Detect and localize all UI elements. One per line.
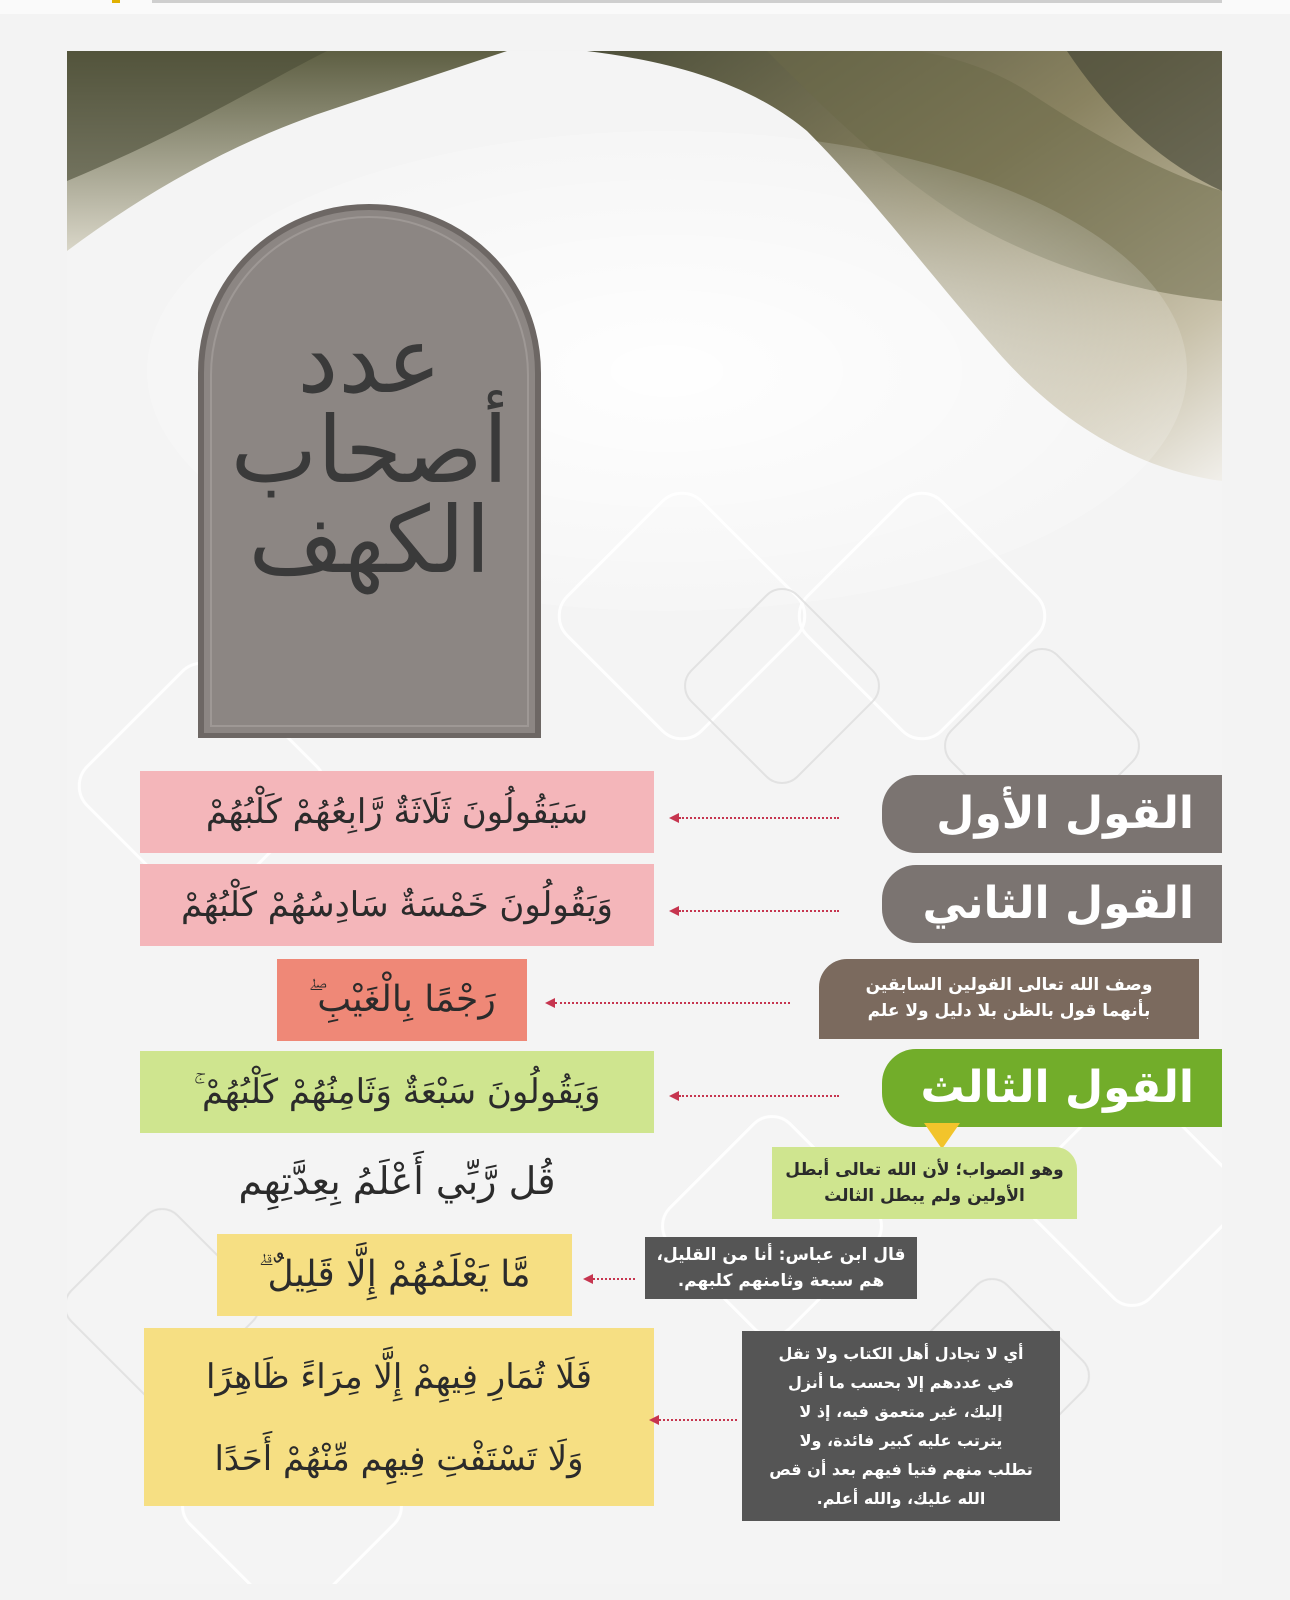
note-explanation xyxy=(742,1331,1060,1521)
verse-only-few-know: مَّا يَعْلَمُهُمْ إِلَّا قَلِيلٌ ۗ xyxy=(217,1234,572,1316)
verse-line-2: وَلَا تَسْتَفْتِ فِيهِم مِّنْهُمْ أَحَدًا xyxy=(214,1439,584,1479)
tombstone-title xyxy=(197,307,542,594)
note-line-1: قال ابن عباس: أنا من القليل، xyxy=(656,1245,906,1265)
top-bar-accent xyxy=(112,0,120,3)
arrow-first-saying xyxy=(669,813,839,823)
title-line-2: أصحاب xyxy=(230,397,509,504)
note-line-1: أي لا تجادل أهل الكتاب ولا تقل xyxy=(778,1344,1024,1363)
label-first-saying: القول الأول xyxy=(882,775,1222,853)
note-line-2: الأولين ولم يبطل الثالث xyxy=(824,1186,1025,1206)
note-previous-sayings xyxy=(819,959,1199,1039)
top-bar-divider xyxy=(152,0,1222,3)
title-line-1: عدد xyxy=(297,307,442,414)
note-line-2: في عددهم إلا بحسب ما أنزل xyxy=(788,1373,1014,1392)
verse-guessing-unseen: رَجْمًا بِالْغَيْبِ ۖ xyxy=(277,959,527,1041)
verse-three-and-dog: سَيَقُولُونَ ثَلَاثَةٌ رَّابِعُهُمْ كَلْبُهُمْ xyxy=(140,771,654,853)
top-bar xyxy=(0,0,1290,14)
note-line-5: تطلب منهم فتيا فيهم بعد أن قص xyxy=(769,1460,1033,1479)
arrow-second-saying xyxy=(669,906,839,916)
label-second-saying: القول الثاني xyxy=(882,865,1222,943)
note-line-4: يترتب عليه كبير فائدة، ولا xyxy=(799,1431,1003,1450)
note-line-2: هم سبعة وثامنهم كلبهم. xyxy=(677,1271,885,1291)
label-third-saying: القول الثالث xyxy=(882,1049,1222,1127)
arrow-third-saying xyxy=(669,1091,839,1101)
arrow-ibn-abbas xyxy=(583,1274,635,1284)
note-line-1: وصف الله تعالى القولين السابقين xyxy=(865,975,1153,995)
verse-five-and-dog: وَيَقُولُونَ خَمْسَةٌ سَادِسُهُمْ كَلْبُهُمْ xyxy=(140,864,654,946)
note-line-3: إليك، غير متعمق فيه، إذ لا xyxy=(799,1402,1003,1421)
verse-my-lord-knows: قُل رَّبِّي أَعْلَمُ بِعِدَّتِهِم xyxy=(238,1159,556,1203)
arrow-guessing-note xyxy=(545,998,790,1008)
note-correct-saying xyxy=(772,1147,1077,1219)
note-line-2: بأنهما قول بالظن بلا دليل ولا علم xyxy=(867,1001,1151,1021)
title-line-3: الكهف xyxy=(248,487,491,594)
verse-line-1: فَلَا تُمَارِ فِيهِمْ إِلَّا مِرَاءً ظَاهِرًا xyxy=(205,1357,593,1397)
note-line-6: الله عليك، والله أعلم. xyxy=(816,1489,986,1508)
infographic-card xyxy=(67,51,1222,1584)
arrow-explanation xyxy=(649,1415,737,1425)
note-line-1: وهو الصواب؛ لأن الله تعالى أبطل xyxy=(785,1160,1064,1180)
verse-do-not-dispute xyxy=(144,1328,654,1506)
verse-seven-and-dog: وَيَقُولُونَ سَبْعَةٌ وَثَامِنُهُمْ كَلْبُهُمْ ۚ xyxy=(140,1051,654,1133)
note-ibn-abbas xyxy=(645,1237,917,1299)
